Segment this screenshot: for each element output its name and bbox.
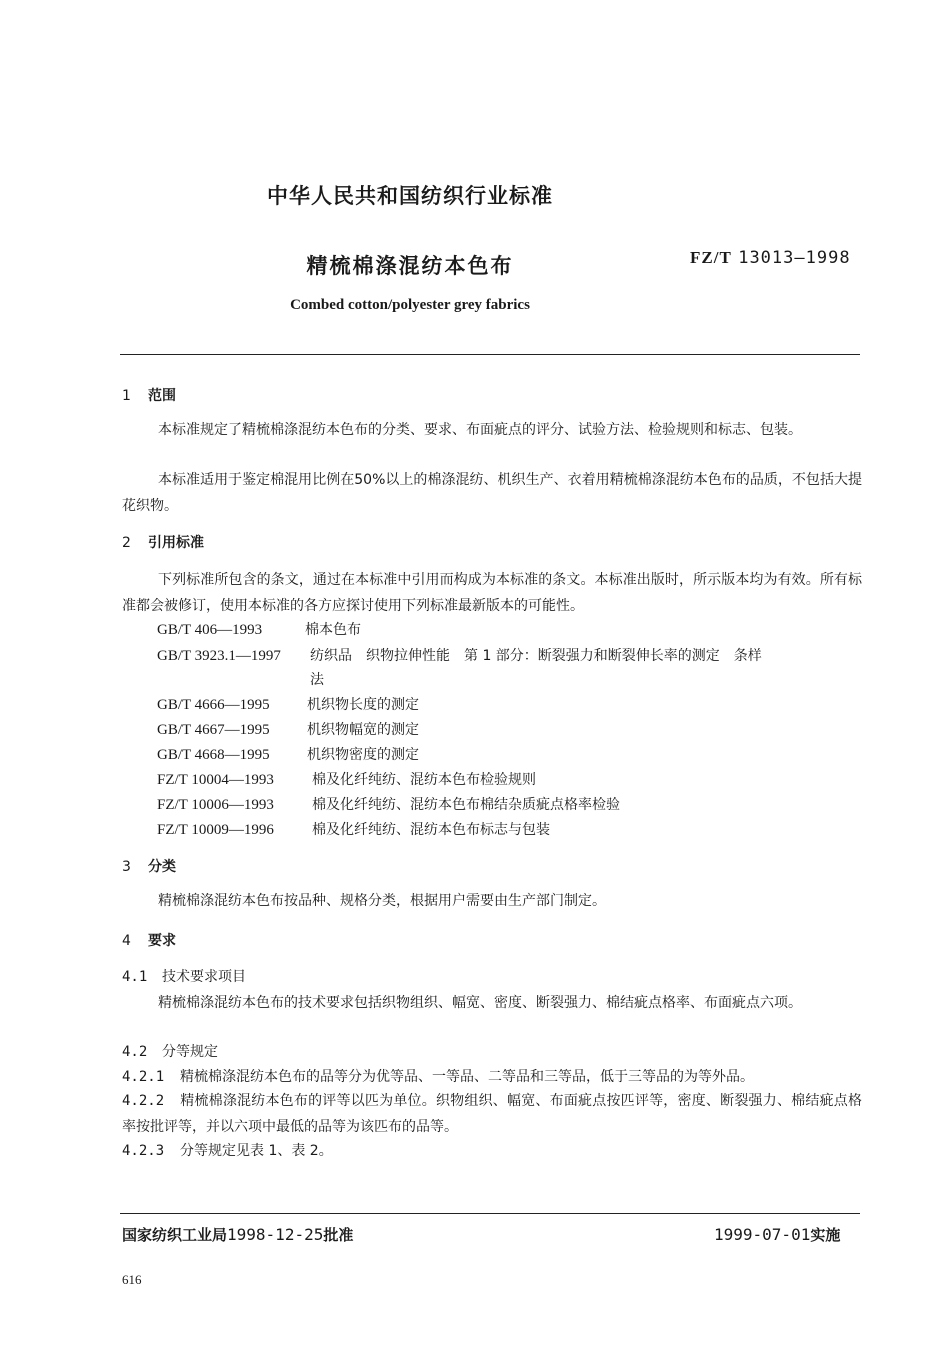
section-1-paragraph-2: 本标准适用于鉴定棉混用比例在50%以上的棉涤混纺、机织生产、衣着用精梳棉涤混纺本色布的品质，不包括大提花织物。	[122, 472, 862, 514]
reference-item: GB/T 4666—1995 机织物长度的测定	[157, 697, 419, 713]
subsection-4-1-paragraph: 精梳棉涤混纺本色布的技术要求包括织物组织、幅宽、密度、断裂强力、棉结疵点格率、布面疵点六项。	[158, 995, 802, 1011]
document-title: 精梳棉涤混纺本色布	[306, 254, 514, 278]
standard-code: 13013—1998	[738, 248, 851, 268]
section-3-heading: 3 分类	[122, 859, 176, 875]
standard-number	[690, 248, 851, 268]
reference-item-continuation: 法	[310, 672, 324, 688]
section-2-paragraph: 下列标准所包含的条文，通过在本标准中引用而构成为本标准的条文。本标准出版时，所示版本均为有效。所有标准都会被修订，使用本标准的各方应探讨使用下列标准最新版本的可能性。	[122, 572, 862, 614]
approval-line: 国家纺织工业局1998-12-25批准	[122, 1225, 354, 1244]
clause-4-2-2: 4.2.2 精梳棉涤混纺本色布的评等以匹为单位。织物组织、幅宽、布面疵点按匹评等，密度、断裂强力、棉结疵点格率按批评等，并以六项中最低的品等为该匹布的品等。	[122, 1093, 862, 1135]
section-1-heading: 1 范围	[122, 388, 176, 404]
section-1-paragraph-1: 本标准规定了精梳棉涤混纺本色布的分类、要求、布面疵点的评分、试验方法、检验规则和标志、包装。	[158, 422, 802, 438]
issuing-body-title: 中华人民共和国纺织行业标准	[267, 184, 553, 208]
reference-item: GB/T 4668—1995 机织物密度的测定	[157, 747, 419, 763]
reference-item: FZ/T 10006—1993 棉及化纤纯纺、混纺本色布棉结杂质疵点格率检验	[157, 797, 620, 813]
footer-divider	[120, 1213, 860, 1214]
section-2-heading: 2 引用标准	[122, 535, 204, 551]
page-number: 616	[122, 1272, 142, 1287]
english-title: Combed cotton/polyester grey fabrics	[290, 297, 530, 313]
reference-item: FZ/T 10004—1993 棉及化纤纯纺、混纺本色布检验规则	[157, 772, 536, 788]
clause-4-2-3: 4.2.3 分等规定见表 1、表 2。	[122, 1143, 333, 1159]
clause-4-2-1: 4.2.1 精梳棉涤混纺本色布的品等分为优等品、一等品、二等品和三等品，低于三等品的为等外品。	[122, 1069, 754, 1085]
section-3-paragraph: 精梳棉涤混纺本色布按品种、规格分类，根据用户需要由生产部门制定。	[158, 893, 606, 909]
reference-item: GB/T 3923.1—1997 纺织品 织物拉伸性能 第 1 部分：断裂强力和断裂伸长率的测定 条样	[157, 648, 762, 664]
reference-item: FZ/T 10009—1996 棉及化纤纯纺、混纺本色布标志与包装	[157, 822, 550, 838]
subsection-4-1-heading: 4.1 技术要求项目	[122, 969, 246, 985]
reference-item: GB/T 406—1993 棉本色布	[157, 622, 361, 638]
header-divider	[120, 354, 860, 355]
standard-prefix: FZ/T	[690, 248, 732, 267]
reference-item: GB/T 4667—1995 机织物幅宽的测定	[157, 722, 419, 738]
effective-date-line: 1999-07-01实施	[714, 1225, 841, 1244]
subsection-4-2-heading: 4.2 分等规定	[122, 1044, 218, 1060]
section-4-heading: 4 要求	[122, 933, 176, 949]
